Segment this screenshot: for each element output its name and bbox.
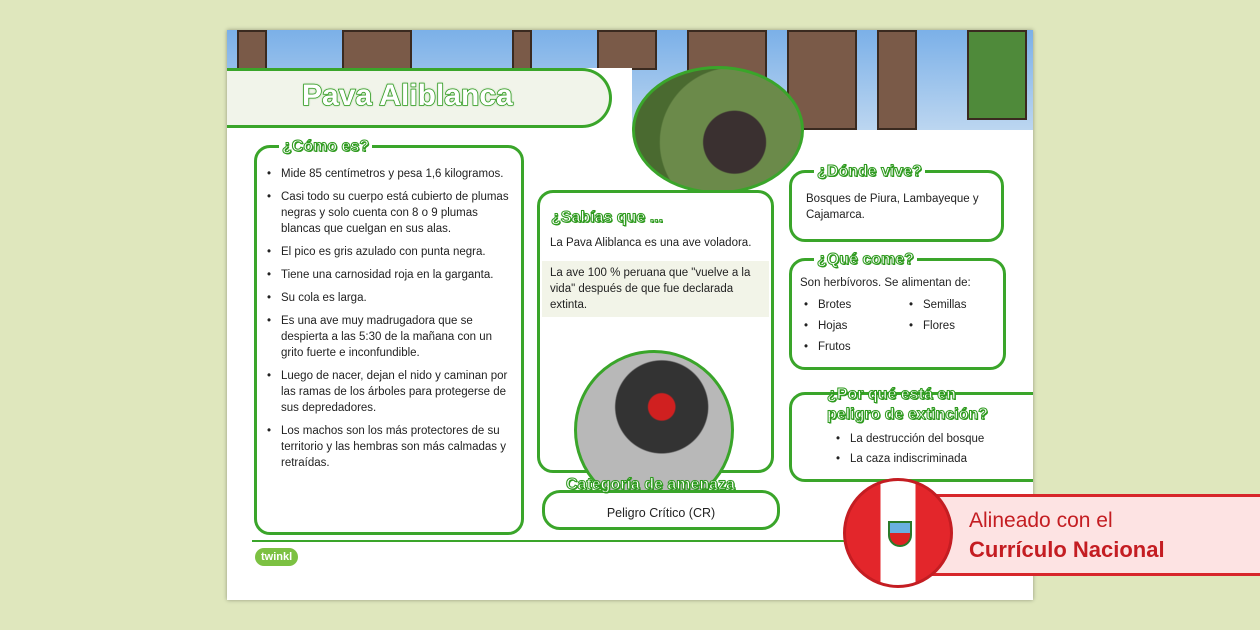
donde-vive-box [789,163,1004,242]
donde-text: Bosques de Piura, Lambayeque y Cajamarca. [806,193,979,221]
list-item: • Hojas [804,318,909,334]
sabias-text-1: La Pava Aliblanca es una ave voladora. [550,237,752,249]
list-item: • Su cola es larga. [267,290,511,306]
peligro-list [836,431,1033,467]
list-item: • Tiene una carnosidad roja en la garganta. [267,267,511,283]
peligro-box [789,386,1033,482]
list-item: • Luego de nacer, dejan el nido y caminan por las ramas de los árboles para protegerse de sus depredadores. [267,368,511,416]
como-es-list [267,166,511,471]
list-item: • El pico es gris azulado con punta negra. [267,244,511,260]
bird-forest-image [632,66,804,194]
list-item: • Frutos [804,339,909,355]
categoria-box [542,476,780,530]
food-list [800,297,995,360]
page-title: Pava Aliblanca [302,79,513,112]
banner-line-1: Alineado con el [969,509,1113,532]
que-come-box [789,251,1006,370]
come-intro: Son herbívoros. Se alimentan de: [800,277,971,289]
list-item: • Brotes [804,297,909,313]
curriculum-banner [930,494,1260,576]
como-es-heading: ¿Cómo es? [282,138,370,155]
sabias-heading: ¿Sabías que ... [551,209,664,226]
list-item: • La destrucción del bosque [836,431,1033,447]
sabias-text-2: La ave 100 % peruana que "vuelve a la vida" después de que fue declarada extinta. [542,261,769,317]
title-bar [227,68,612,128]
peru-flag-icon [843,478,953,588]
list-item: • Es una ave muy madrugadora que se despierta a las 5:30 de la mañana con un grito fuerte e inconfundible. [267,313,511,361]
donde-heading: ¿Dónde vive? [817,163,922,180]
peligro-heading: ¿Por qué está en peligro de extinción? [827,386,988,423]
banner-line-2: Currículo Nacional [969,537,1165,562]
categoria-heading: Categoría de amenaza [566,476,735,493]
list-item: • Casi todo su cuerpo está cubierto de plumas negras y solo cuenta con 8 o 9 plumas blancas que cuelgan en sus alas. [267,189,511,237]
list-item: • Semillas [909,297,1009,313]
categoria-value: Peligro Crítico (CR) [606,506,716,520]
list-item: • Mide 85 centímetros y pesa 1,6 kilogramos. [267,166,511,182]
twinkl-logo: twinkl [255,548,298,566]
come-heading: ¿Qué come? [817,251,914,268]
list-item: • La caza indiscriminada [836,451,1033,467]
list-item: • Flores [909,318,1009,334]
coat-of-arms-icon [888,521,912,547]
como-es-box [254,138,524,535]
list-item: • Los machos son los más protectores de su territorio y las hembras son más calmadas y retraídas. [267,423,511,471]
